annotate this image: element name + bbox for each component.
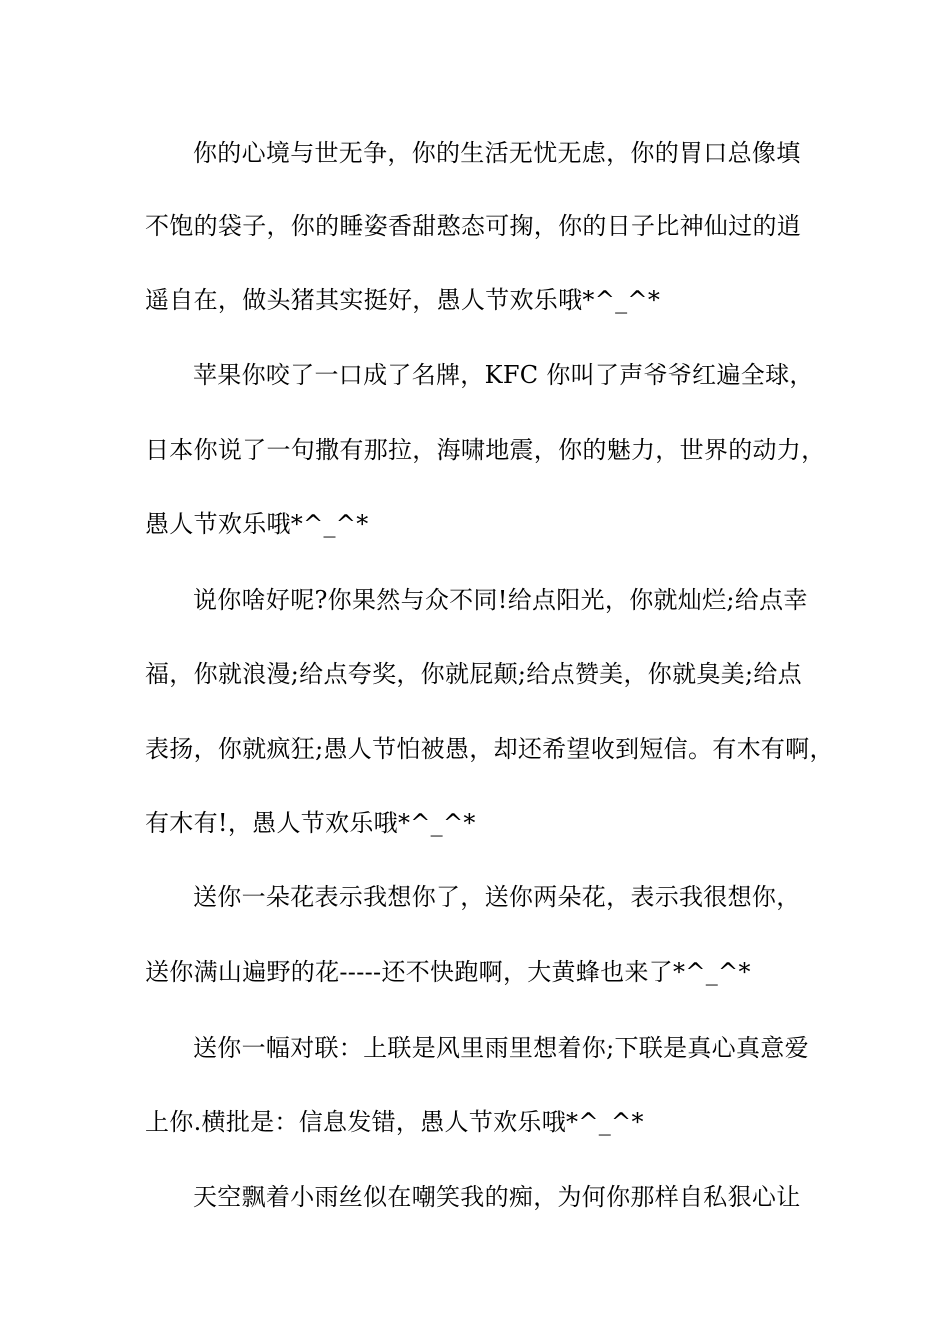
paragraph-2-line-3: 愚人节欢乐哦*^_^* — [145, 510, 369, 538]
paragraph-6-line-1: 天空飘着小雨丝似在嘲笑我的痴，为何你那样自私狠心让 — [193, 1183, 801, 1211]
paragraph-2-line-1: 苹果你咬了一口成了名牌，KFC 你叫了声爷爷红遍全球， — [193, 361, 814, 389]
paragraph-1-line-1: 你的心境与世无争，你的生活无忧无虑，你的胃口总像填 — [193, 139, 801, 167]
paragraph-2-line-2: 日本你说了一句撒有那拉，海啸地震，你的魅力，世界的动力， — [145, 436, 826, 464]
paragraph-1-line-3: 遥自在，做头猪其实挺好，愚人节欢乐哦*^_^* — [145, 286, 661, 314]
paragraph-3-line-3: 表扬，你就疯狂;愚人节怕被愚，却还希望收到短信。有木有啊， — [145, 735, 834, 763]
paragraph-1-line-2: 不饱的袋子，你的睡姿香甜憨态可掬，你的日子比神仙过的逍 — [145, 212, 802, 240]
paragraph-3-line-4: 有木有!，愚人节欢乐哦*^_^* — [145, 809, 476, 837]
paragraph-3-line-1: 说你啥好呢?你果然与众不同!给点阳光，你就灿烂;给点幸 — [193, 586, 808, 614]
paragraph-4-line-2: 送你满山遍野的花-----还不快跑啊，大黄蜂也来了*^_^* — [145, 958, 751, 986]
paragraph-3-line-2: 福，你就浪漫;给点夸奖，你就屁颠;给点赞美，你就臭美;给点 — [145, 660, 802, 688]
paragraph-4-line-1: 送你一朵花表示我想你了，送你两朵花，表示我很想你， — [193, 883, 801, 911]
paragraph-5-line-1: 送你一幅对联：上联是风里雨里想着你;下联是真心真意爱 — [193, 1034, 809, 1062]
paragraph-5-line-2: 上你.横批是：信息发错，愚人节欢乐哦*^_^* — [145, 1108, 644, 1136]
